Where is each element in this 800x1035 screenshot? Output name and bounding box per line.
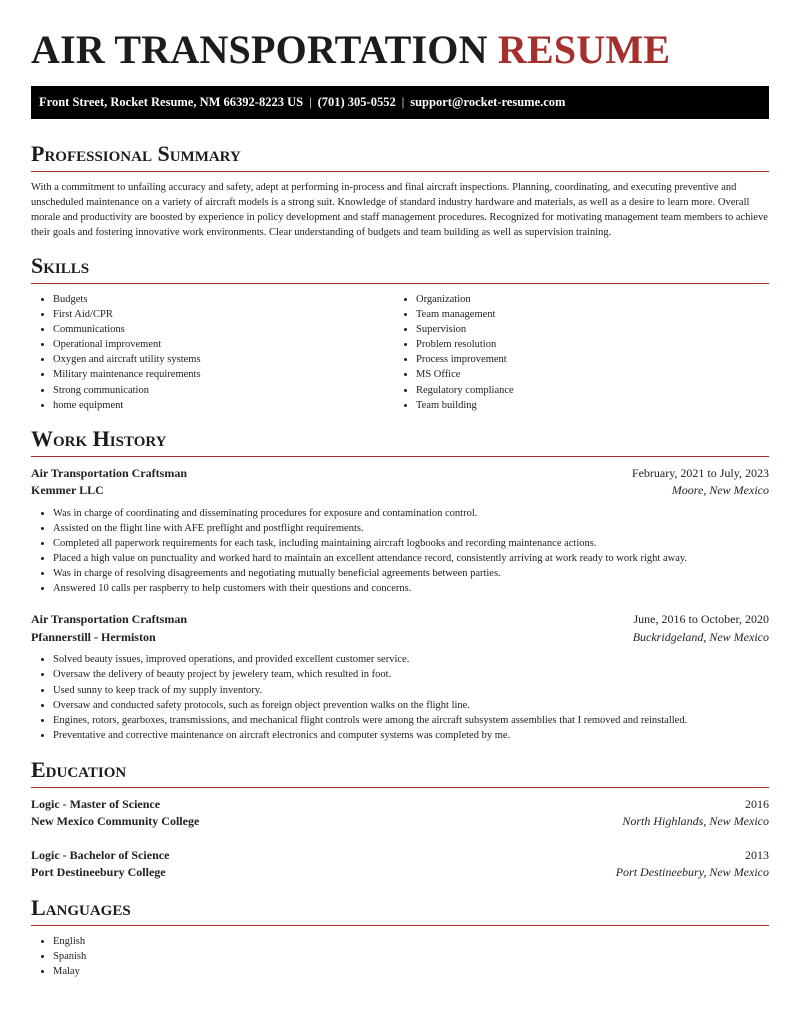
education-school-row — [31, 864, 769, 882]
job-bullet: • Assisted on the flight line with AFE preflight and postflight requirements. — [53, 521, 769, 536]
job-dates: June, 2016 to October, 2020 — [633, 612, 769, 627]
education-year: 2013 — [745, 847, 769, 862]
education-entry — [31, 796, 769, 831]
job-title: Air Transportation Craftsman — [31, 465, 187, 480]
job-bullet: • Solved beauty issues, improved operations, and provided excellent customer service. — [53, 652, 769, 667]
contact-phone: (701) 305-0552 — [317, 95, 396, 109]
skill-item: • First Aid/CPR — [53, 307, 394, 322]
job-bullet: • Answered 10 calls per raspberry to help customers with their questions and concerns. — [53, 581, 769, 596]
education-heading: Education — [31, 757, 769, 788]
skills-heading: Skills — [31, 253, 769, 284]
title-accent: RESUME — [497, 27, 671, 72]
job-company-row — [31, 629, 769, 647]
education-location: North Highlands, New Mexico — [622, 814, 769, 829]
job-location: Moore, New Mexico — [671, 483, 769, 498]
skill-item: • Communications — [53, 322, 394, 337]
job-entry — [31, 465, 769, 597]
education-school: New Mexico Community College — [31, 814, 200, 829]
skill-item: • Team building — [416, 398, 757, 413]
skill-item: • Organization — [416, 292, 757, 307]
job-bullet: • Oversaw the delivery of beauty project by jewelery team, which resulted in foot. — [53, 667, 769, 682]
skill-item: • Team management — [416, 307, 757, 322]
skills-left-list — [31, 292, 394, 413]
job-title-row — [31, 465, 769, 483]
skill-item: • Process improvement — [416, 352, 757, 367]
contact-address: Front Street, Rocket Resume, NM 66392-8223 US — [39, 95, 304, 109]
education-section — [31, 757, 769, 882]
job-company-row — [31, 482, 769, 500]
summary-section — [31, 141, 769, 240]
job-bullet: • Preventative and corrective maintenance on aircraft electronics and computer systems was completed by me. — [53, 728, 769, 743]
education-location: Port Destineebury, New Mexico — [615, 865, 769, 880]
skill-item: • Supervision — [416, 322, 757, 337]
language-item: • Malay — [53, 964, 769, 979]
job-bullet: • Used sunny to keep track of my supply inventory. — [53, 683, 769, 698]
job-title: Air Transportation Craftsman — [31, 612, 187, 627]
job-bullets — [31, 652, 769, 743]
skill-item: • Problem resolution — [416, 337, 757, 352]
job-bullet: • Completed all paperwork requirements for each task, including maintaining aircraft logbooks and recording maintenance actions. — [53, 536, 769, 551]
education-degree: Logic - Bachelor of Science — [31, 847, 170, 862]
languages-section — [31, 895, 769, 979]
skill-item: • home equipment — [53, 398, 394, 413]
skill-item: • Regulatory compliance — [416, 383, 757, 398]
summary-heading: Professional Summary — [31, 141, 769, 172]
work-heading: Work History — [31, 426, 769, 457]
skills-right-column — [394, 292, 757, 413]
skills-left-column — [31, 292, 394, 413]
skills-section — [31, 253, 769, 413]
job-company: Pfannerstill - Hermiston — [31, 629, 156, 644]
skill-item: • MS Office — [416, 367, 757, 382]
job-title-row — [31, 611, 769, 629]
job-bullet: • Was in charge of resolving disagreements and negotiating mutually beneficial agreements between parties. — [53, 566, 769, 581]
title-main: AIR TRANSPORTATION — [31, 27, 488, 72]
language-item: • English — [53, 934, 769, 949]
skill-item: • Budgets — [53, 292, 394, 307]
education-degree-row — [31, 796, 769, 814]
job-bullet: • Placed a high value on punctuality and worked hard to maintain an excellent attendance record, consistently arriving at work ready to work right away. — [53, 551, 769, 566]
skills-right-list — [394, 292, 757, 413]
summary-text: With a commitment to unfailing accuracy and safety, adept at performing in-process and final aircraft inspections. Planning, coordinating, and executing preventive and unscheduled maintenance on a variety of aircraft models is a strong suit. Knowledge of standard industry hardware and materials, as well as a desire to learn more. Overall morale and productivity are boosted by experience in policy development and staff management procedures. Recognized for motivating management team members to achieve their goals and fostering innovative work environments. Clear understanding of budgets and team building as well as supervision training. — [31, 182, 768, 238]
job-bullets — [31, 506, 769, 597]
job-bullet: • Was in charge of coordinating and disseminating procedures for exposure and contamination control. — [53, 506, 769, 521]
job-bullet: • Oversaw and conducted safety protocols, such as foreign object prevention walks on the flight line. — [53, 698, 769, 713]
education-year: 2016 — [745, 796, 769, 811]
job-bullet: • Engines, rotors, gearboxes, transmissions, and mechanical flight controls were among the aircraft subsystem assemblies that I removed and reinstalled. — [53, 713, 769, 728]
language-item: • Spanish — [53, 949, 769, 964]
skill-item: • Oxygen and aircraft utility systems — [53, 352, 394, 367]
education-degree-row — [31, 847, 769, 865]
job-entry — [31, 611, 769, 743]
work-section — [31, 426, 769, 743]
skill-item: • Military maintenance requirements — [53, 367, 394, 382]
resume-title — [31, 26, 769, 76]
contact-email: support@rocket-resume.com — [410, 95, 566, 109]
job-company: Kemmer LLC — [31, 483, 104, 498]
skill-item: • Operational improvement — [53, 337, 394, 352]
languages-list — [31, 934, 769, 979]
education-degree: Logic - Master of Science — [31, 796, 161, 811]
education-school-row — [31, 813, 769, 831]
skills-columns — [31, 292, 769, 413]
contact-separator: | — [401, 95, 405, 109]
skill-item: • Strong communication — [53, 383, 394, 398]
languages-heading: Languages — [31, 895, 769, 926]
job-dates: February, 2021 to July, 2023 — [631, 465, 769, 480]
contact-separator: | — [309, 95, 312, 109]
education-school: Port Destineebury College — [31, 865, 166, 880]
job-location: Buckridgeland, New Mexico — [632, 629, 769, 644]
contact-bar — [31, 86, 769, 119]
education-entry — [31, 847, 769, 882]
